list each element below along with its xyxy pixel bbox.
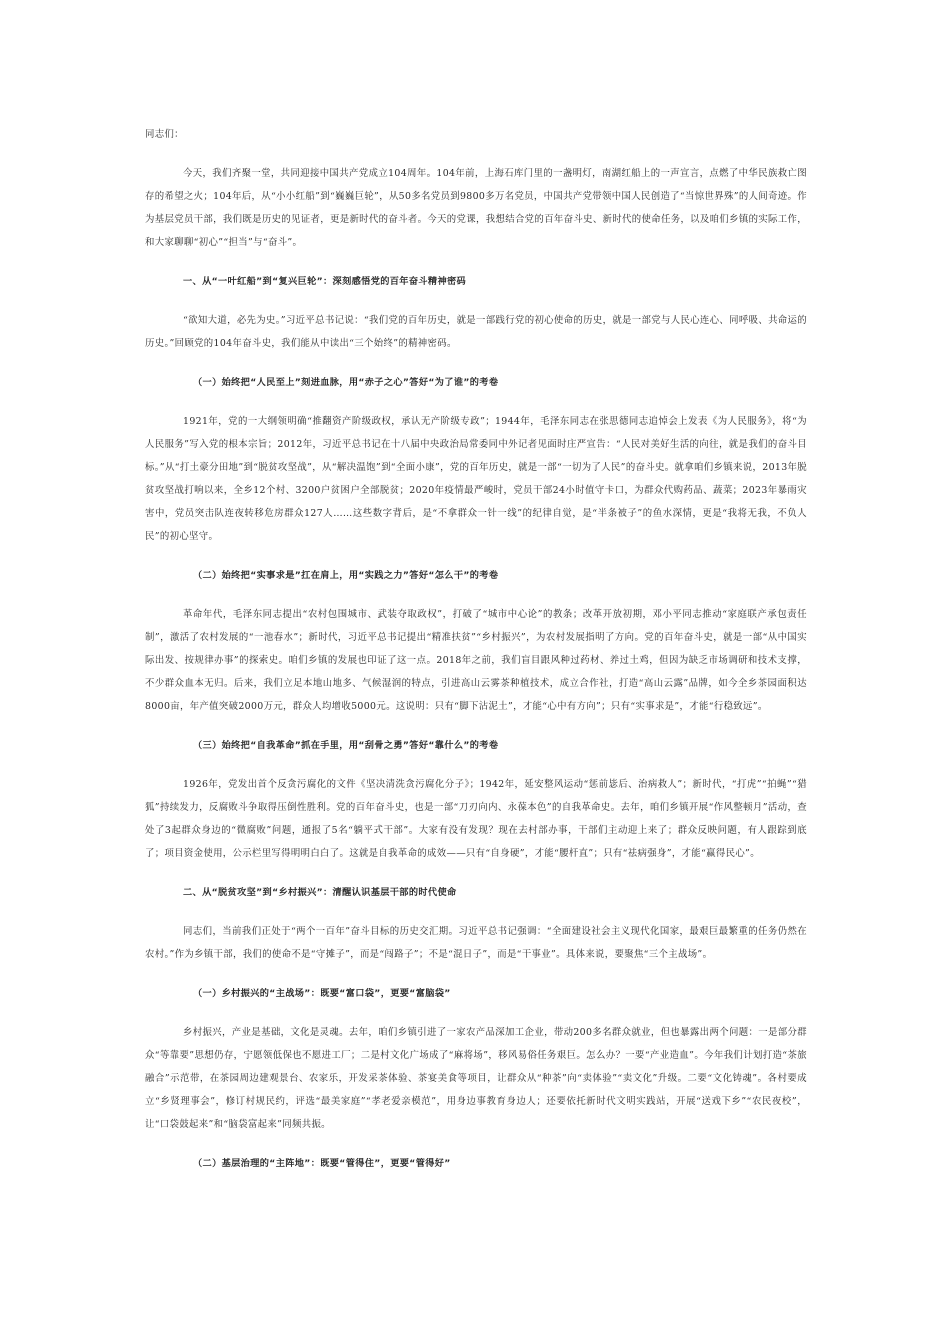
section-1-heading: 一、从“一叶红船”到“复兴巨轮”：深刻感悟党的百年奋斗精神密码 — [183, 276, 467, 287]
section-1-paragraph: “欲知大道，必先为史。”习近平总书记说：“我们党的百年历史，就是一部践行党的初心使命的历史，就是一部党与人民心连心、同呼吸、共命运的历史。”回顾党的104年奋斗史，我们能从中读出“三个始终”的精神密码。 — [145, 315, 807, 349]
section-2-sub-1-paragraph: 乡村振兴，产业是基础，文化是灵魂。去年，咱们乡镇引进了一家农产品深加工企业，带动200多名群众就业，但也暴露出两个问题：一是部分群众“等靠要”思想仍存，宁愿领低保也不愿进工厂；二是村文化广场成了“麻将场”，移风易俗任务艰巨。怎么办？一要“产业造血”。今年我们计划打造“茶旅融合”示范带，在茶园周边建观景台、农家乐，开发采茶体验、茶宴美食等项目，让群众从“种茶”向“卖体验”“卖文化”升级。二要“文化铸魂”。各村要成立“乡贤理事会”，修订村规民约，评选“最美家庭”“孝老爱亲模范”，用身边事教育身边人；还要依托新时代文明实践站，开展“送戏下乡”“农民夜校”，让“口袋鼓起来”和“脑袋富起来”同频共振。 — [145, 1027, 807, 1130]
section-2-sub-1-heading: （一）乡村振兴的“主战场”：既要“富口袋”，更要“富脑袋” — [193, 988, 451, 999]
section-2-sub-2-heading: （二）基层治理的“主阵地”：既要“管得住”，更要“管得好” — [193, 1158, 451, 1169]
section-1-sub-3-heading: （三）始终把“自我革命”抓在手里，用“刮骨之勇”答好“靠什么”的考卷 — [193, 740, 499, 751]
intro-paragraph: 今天，我们齐聚一堂，共同迎接中国共产党成立104周年。104年前，上海石库门里的一盏明灯，南湖红船上的一声宣言，点燃了中华民族救亡图存的希望之火；104年后，从“小小红船”到“巍巍巨轮”，从50多名党员到9800多万名党员，中国共产党带领中国人民创造了“当惊世界殊”的人间奇迹。作为基层党员干部，我们既是历史的见证者，更是新时代的奋斗者。今天的党课，我想结合党的百年奋斗史、新时代的使命任务，以及咱们乡镇的实际工作，和大家聊聊“初心”“担当”与“奋斗”。 — [145, 168, 807, 248]
section-1-sub-2-paragraph: 革命年代，毛泽东同志提出“农村包围城市、武装夺取政权”，打破了“城市中心论”的教条；改革开放初期，邓小平同志推动“家庭联产承包责任制”，激活了农村发展的“一池春水”；新时代，习近平总书记提出“精准扶贫”“乡村振兴”，为农村发展指明了方向。党的百年奋斗史，就是一部“从中国实际出发、按规律办事”的探索史。咱们乡镇的发展也印证了这一点。2018年之前，我们盲目跟风种过药材、养过土鸡，但因为缺乏市场调研和技术支撑，不少群众血本无归。后来，我们立足本地山地多、气候湿润的特点，引进高山云雾茶种植技术，成立合作社，打造“高山云露”品牌，如今全乡茶园面积达8000亩，年产值突破2000万元，群众人均增收5000元。这说明：只有“脚下沾泥土”，才能“心中有方向”；只有“实事求是”，才能“行稳致远”。 — [145, 609, 807, 712]
section-2-paragraph: 同志们，当前我们正处于“两个一百年”奋斗目标的历史交汇期。习近平总书记强调：“全面建设社会主义现代化国家，最艰巨最繁重的任务仍然在农村。”作为乡镇干部，我们的使命不是“守摊子”，而是“闯路子”；不是“混日子”，而是“干事业”。具体来说，要聚焦“三个主战场”。 — [145, 926, 807, 960]
section-1-sub-1-heading: （一）始终把“人民至上”刻进血脉，用“赤子之心”答好“为了谁”的考卷 — [193, 377, 499, 388]
section-1-sub-2-heading: （二）始终把“实事求是”扛在肩上，用“实践之力”答好“怎么干”的考卷 — [193, 570, 499, 581]
document-page — [145, 123, 807, 1191]
section-1-sub-3-paragraph: 1926年，党发出首个反贪污腐化的文件《坚决清洗贪污腐化分子》；1942年，延安整风运动“惩前毖后、治病救人”；新时代，“打虎”“拍蝇”“猎狐”持续发力，反腐败斗争取得压倒性胜利。党的百年奋斗史，也是一部“刀刃向内、永葆本色”的自我革命史。去年，咱们乡镇开展“作风整顿月”活动，查处了3起群众身边的“微腐败”问题，通报了5名“躺平式干部”。大家有没有发现？现在去村部办事，干部们主动迎上来了；群众反映问题，有人跟踪到底了；项目资金使用，公示栏里写得明明白白了。这就是自我革命的成效——只有“自身硬”，才能“腰杆直”；只有“祛病强身”，才能“赢得民心”。 — [145, 779, 807, 859]
salutation: 同志们： — [145, 129, 184, 140]
section-2-heading: 二、从“脱贫攻坚”到“乡村振兴”：清醒认识基层干部的时代使命 — [183, 887, 457, 898]
section-1-sub-1-paragraph: 1921年，党的一大纲领明确“推翻资产阶级政权，承认无产阶级专政”；1944年，毛泽东同志在张思德同志追悼会上发表《为人民服务》，将“为人民服务”写入党的根本宗旨；2012年，习近平总书记在十八届中央政治局常委同中外记者见面时庄严宣告：“人民对美好生活的向往，就是我们的奋斗目标。”从“打土豪分田地”到“脱贫攻坚战”，从“解决温饱”到“全面小康”，党的百年历史，就是一部“一切为了人民”的奋斗史。就拿咱们乡镇来说，2013年脱贫攻坚战打响以来，全乡12个村、3200户贫困户全部脱贫；2020年疫情最严峻时，党员干部24小时值守卡口，为群众代购药品、蔬菜；2023年暴雨灾害中，党员突击队连夜转移危房群众127人……这些数字背后，是“不拿群众一针一线”的纪律自觉，是“半条被子”的鱼水深情，更是“我将无我，不负人民”的初心坚守。 — [145, 416, 807, 542]
